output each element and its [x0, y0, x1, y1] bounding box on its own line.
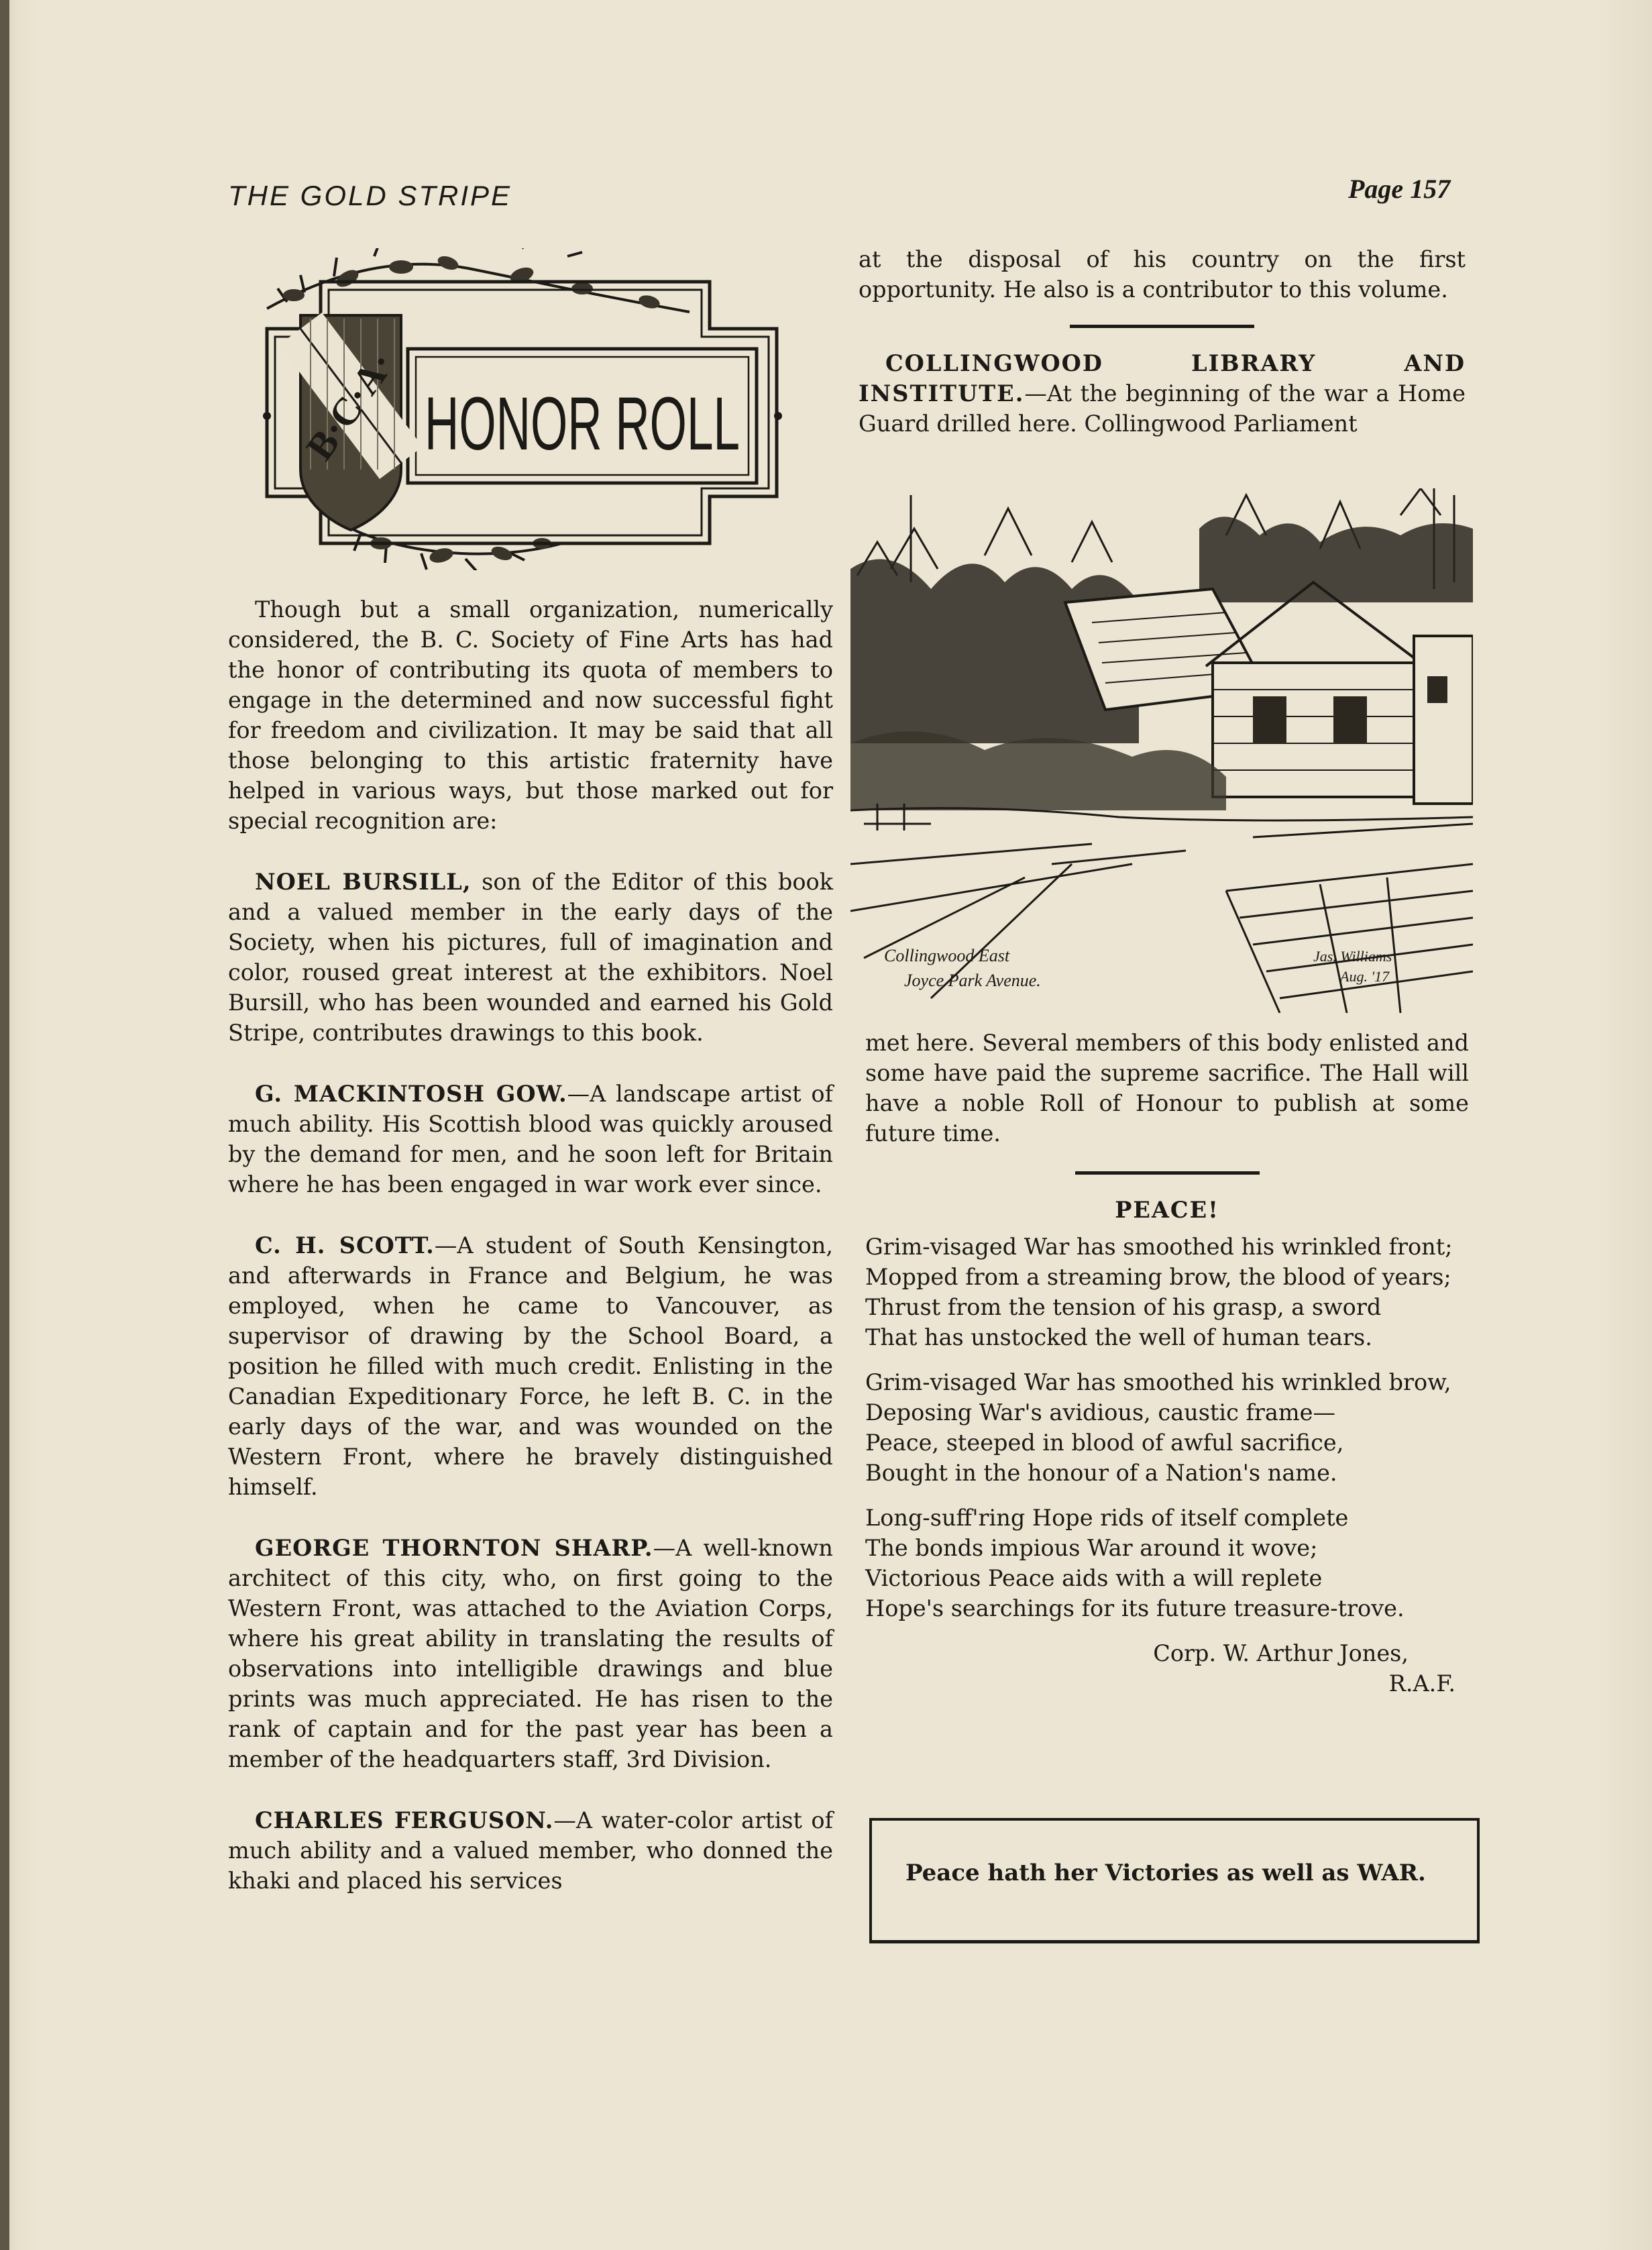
quote-box [869, 1818, 1480, 1943]
running-title: THE GOLD STRIPE [228, 180, 512, 211]
poem-author-unit: R.A.F. [1388, 1670, 1455, 1697]
right-column-upper [859, 244, 1466, 439]
entry-charles-ferguson: CHARLES FERGUSON.—A water-color artist of much ability and a valued member, who donned the khaki and placed his services [228, 1807, 834, 1894]
intro-paragraph: Though but a small organization, numerically considered, the B. C. Society of Fine Arts has had the honor of contributing its quota of members to engage in the determined and now successful fight for freedom and civilization. It may be said that all those belonging to this artistic fraternity have helped in various ways, but those marked out for special recognition are: [228, 596, 833, 834]
page-number: Page 157 [1348, 174, 1451, 204]
emblem-initials: B·C·A· [297, 343, 403, 468]
divider-rule-2 [1075, 1171, 1260, 1175]
entry-ch-scott: C. H. SCOTT.—A student of South Kensington, and afterwards in France and Belgium, he was employed, when he came to Vancouver, as supervisor of drawing by the School Board, a position he filled with much credit. Enlisting in the Canadian Expeditionary Force, he left B. C. in the early days of the war, and was wounded on the Western Front, where he bravely distinguished himself. [228, 1232, 834, 1500]
entry-noel-bursill: NOEL BURSILL, son of the Editor of this book and a valued member in the early days of the Society, when his pictures, full of imagination and color, roused great interest at the exhibitors. Noel Bursill, who has been wounded and earned his Gold Stripe, contributes drawings to this book. [228, 869, 834, 1046]
right-column-lower [865, 1028, 1469, 1699]
entry-mackintosh-gow: G. MACKINTOSH GOW.—A landscape artist of much ability. His Scottish blood was quickly aroused by the demand for men, and he soon left for Britain where he has been engaged in war work ever since. [228, 1081, 833, 1197]
quote-text: Peace hath her Victories as well as WAR. [905, 1860, 1426, 1886]
drawing-signature: Jas. Williams [1313, 948, 1392, 965]
drawing-date: Aug. '17 [1340, 968, 1390, 985]
poem-stanza-1: Grim-visaged War has smoothed his wrinkled front; Mopped from a streaming brow, the blood of years; Thrust from the tension of his grasp, a sword That has unstocked the well of human tears. [865, 1234, 1453, 1350]
divider-rule [1070, 325, 1254, 328]
poem-author: Corp. W. Arthur Jones, [1153, 1640, 1409, 1666]
drawing-caption-line2: Joyce Park Avenue. [904, 971, 1041, 990]
collingwood-paragraph: COLLINGWOOD LIBRARY AND INSTITUTE.—At the beginning of the war a Home Guard drilled here. Collingwood Parliament [859, 350, 1466, 437]
entry-george-sharp: GEORGE THORNTON SHARP.—A well-known architect of this city, who, on first going to the Western Front, was attached to the Aviation Corps, where his great ability in translating the results of observations into intelligible drawings and blue prints was much appreciated. He has risen to the rank of captain and for the past year has been a member of the headquarters staff, 3rd Division. [228, 1535, 834, 1772]
left-column [228, 594, 833, 1927]
poem-title: PEACE! [1115, 1197, 1219, 1223]
drawing-caption-line1: Collingwood East [884, 946, 1010, 965]
honor-roll-emblem [247, 248, 810, 570]
ferguson-continuation: at the disposal of his country on the first opportunity. He also is a contributor to this volume. [859, 246, 1466, 303]
collingwood-drawing [850, 488, 1473, 1013]
poem-stanza-2: Grim-visaged War has smoothed his wrinkled brow, Deposing War's avidious, caustic frame— Peace, steeped in blood of awful sacrifice, Bought in the honour of a Nation's name. [865, 1369, 1451, 1486]
book-binding-edge [0, 0, 9, 2250]
collingwood-continuation: met here. Several members of this body enlisted and some have paid the supreme sacrifice. The Hall will have a noble Roll of Honour to publish at some future time. [865, 1030, 1469, 1146]
poem-stanza-3: Long-suff'ring Hope rids of itself complete The bonds impious War around it wove; Victorious Peace aids with a will replete Hope's searchings for its future treasure-trove. [865, 1505, 1405, 1621]
emblem-banner-text: HONOR ROLL [425, 382, 740, 466]
